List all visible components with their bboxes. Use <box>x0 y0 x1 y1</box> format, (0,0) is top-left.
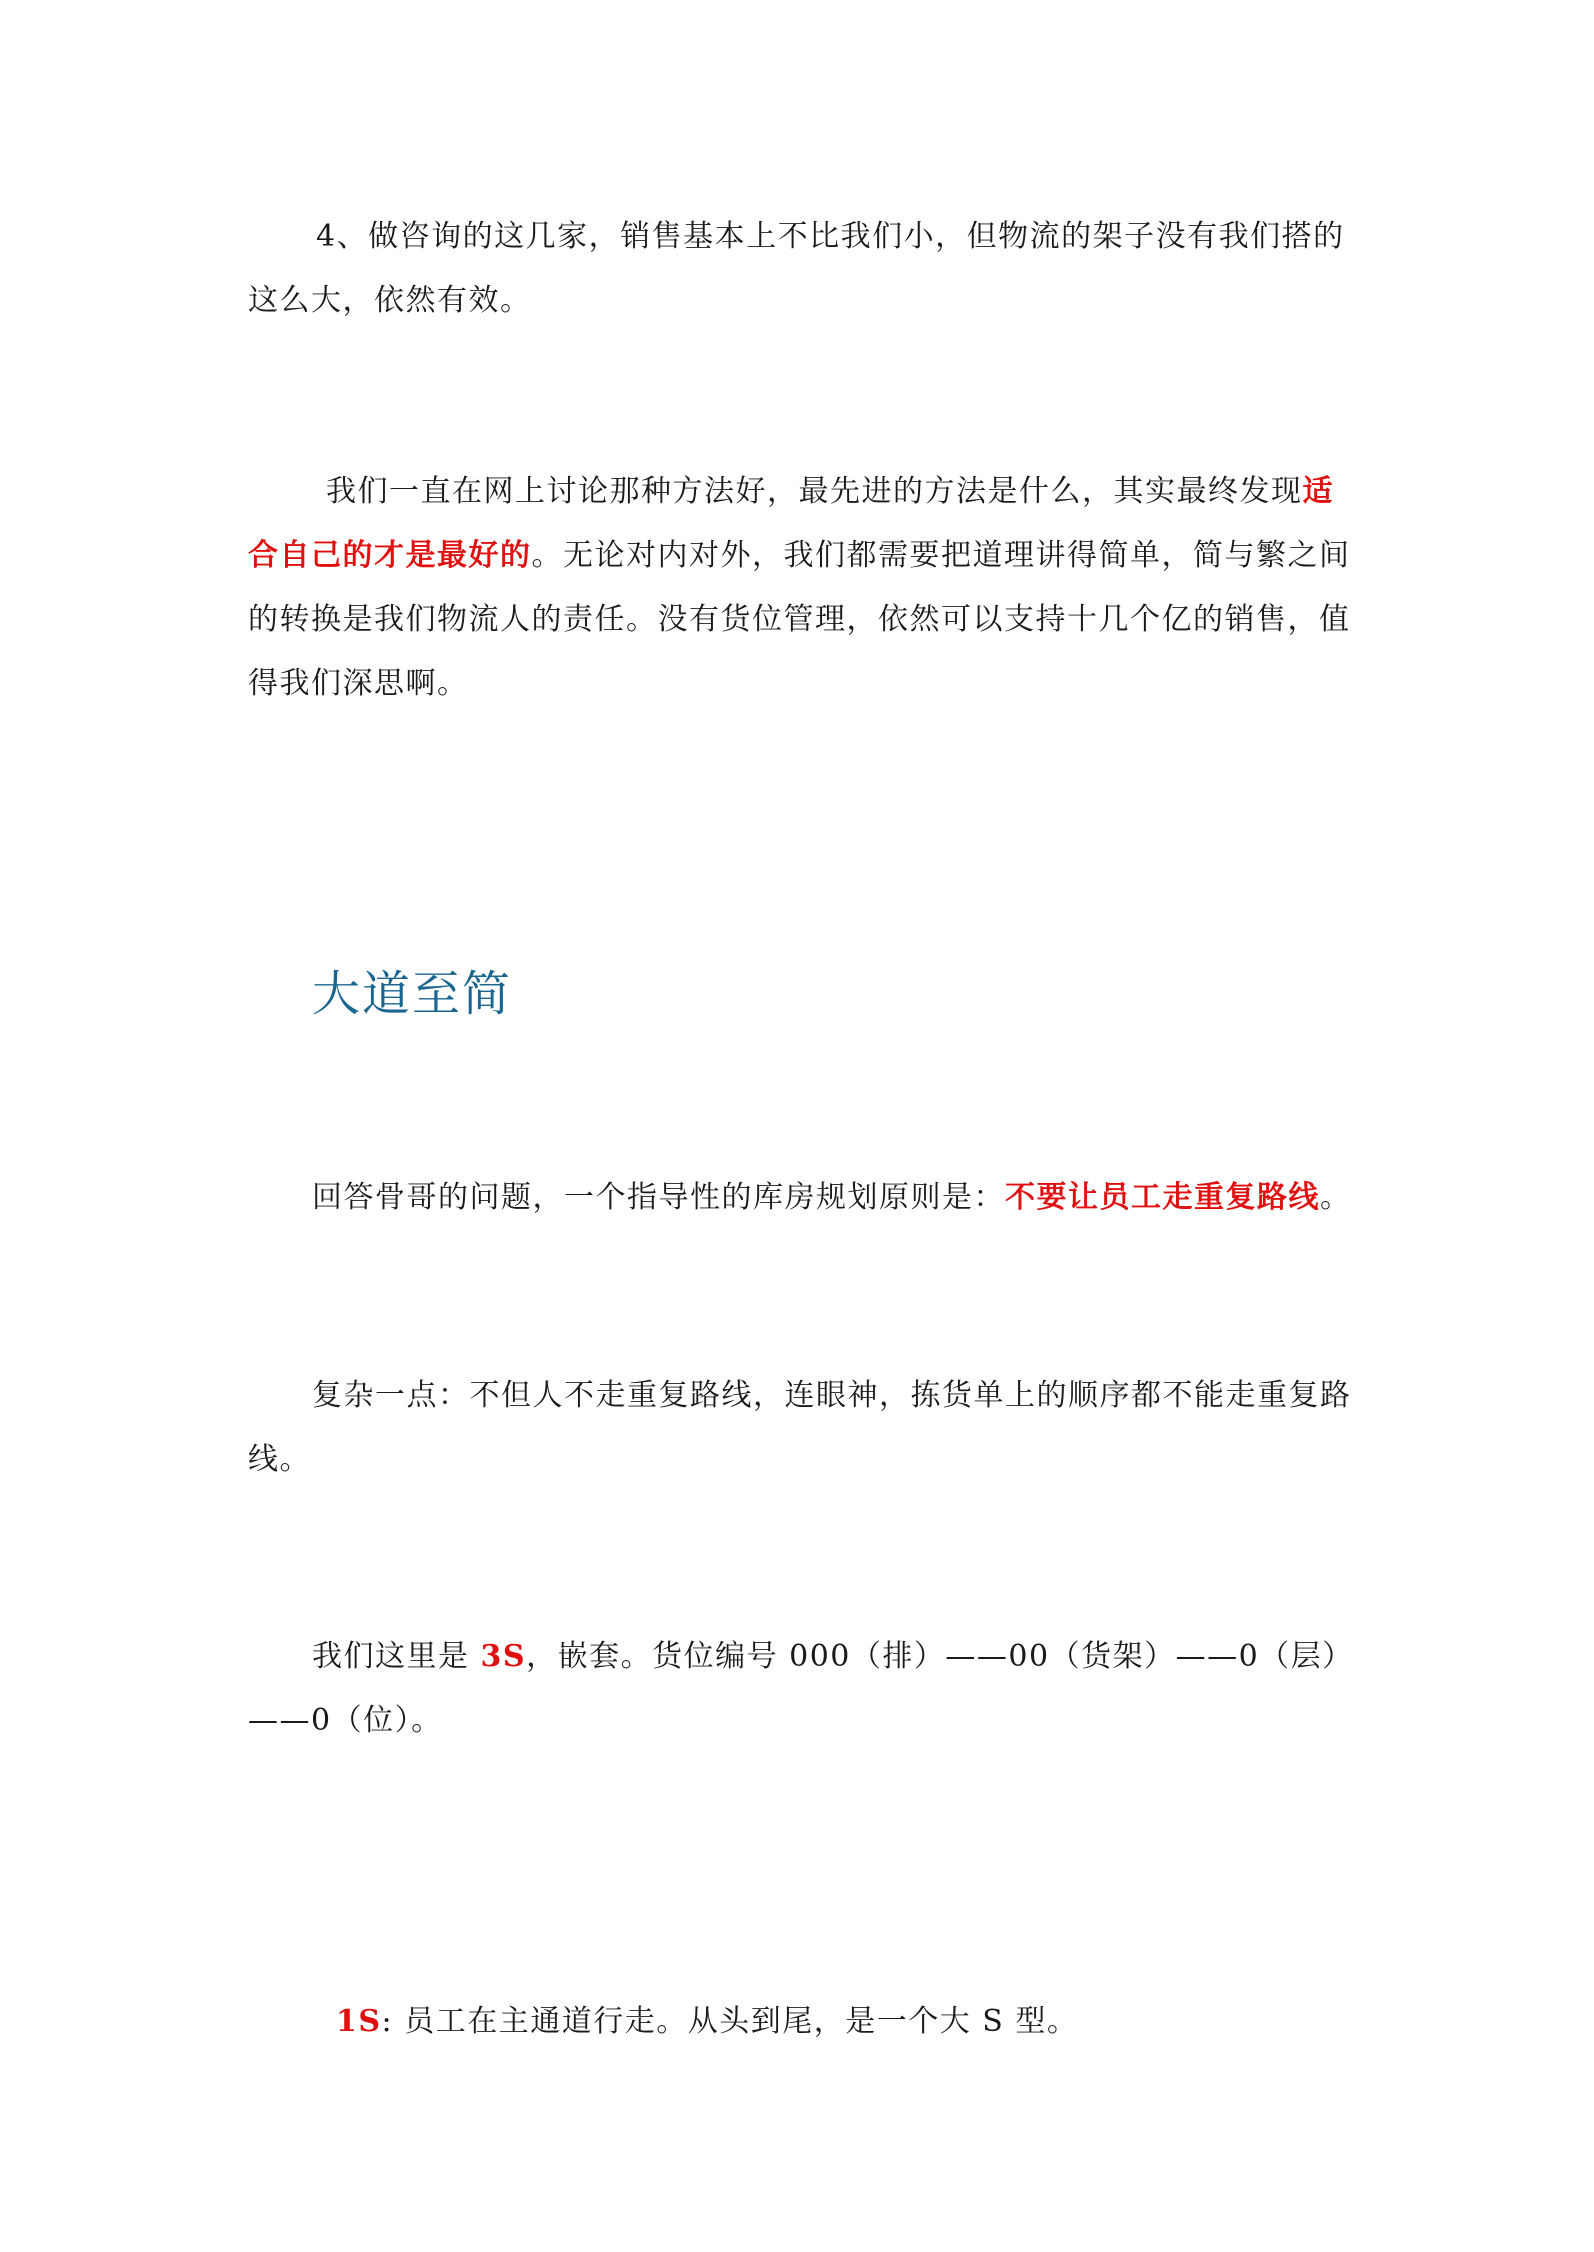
paragraph-text-after: 。 <box>1320 1180 1352 1215</box>
paragraph-methods <box>248 460 1356 716</box>
paragraph-3s <box>248 1625 1356 1753</box>
paragraph-answer <box>248 1166 1356 1230</box>
section-heading: 大道至简 <box>312 966 513 1022</box>
paragraph-text-after: : 员工在主通道行走。从头到尾，是一个大 S 型。 <box>381 2004 1079 2039</box>
paragraph-text-after: ，嵌套。货位编号 000（排）——00（货架）——0（层）——0（位）。 <box>248 1639 1354 1738</box>
paragraph-text-before: 回答骨哥的问题，一个指导性的库房规划原则是： <box>312 1180 1005 1215</box>
paragraph-consulting <box>248 205 1356 333</box>
highlighted-text: 适合自己的才是最好的 <box>248 474 1334 573</box>
highlighted-text: 不要让员工走重复路线 <box>1005 1180 1320 1215</box>
highlighted-text: 3S <box>480 1639 527 1674</box>
paragraph-complex <box>248 1364 1356 1492</box>
paragraph-text: 复杂一点：不但人不走重复路线，连眼神，拣货单上的顺序都不能走重复路线。 <box>248 1378 1352 1477</box>
highlighted-text: 1S <box>336 2004 382 2039</box>
paragraph-text-after: 。无论对内对外，我们都需要把道理讲得简单，简与繁之间的转换是我们物流人的责任。没有货位管理，依然可以支持十几个亿的销售，值得我们深思啊。 <box>248 538 1351 701</box>
paragraph-text-before: 我们这里是 <box>312 1639 481 1674</box>
paragraph-text-before: 我们一直在网上讨论那种方法好，最先进的方法是什么，其实最终发现 <box>326 474 1303 509</box>
paragraph-text: 4、做咨询的这几家，销售基本上不比我们小，但物流的架子没有我们搭的这么大，依然有效。 <box>248 219 1345 318</box>
paragraph-1s <box>248 1990 1356 2054</box>
